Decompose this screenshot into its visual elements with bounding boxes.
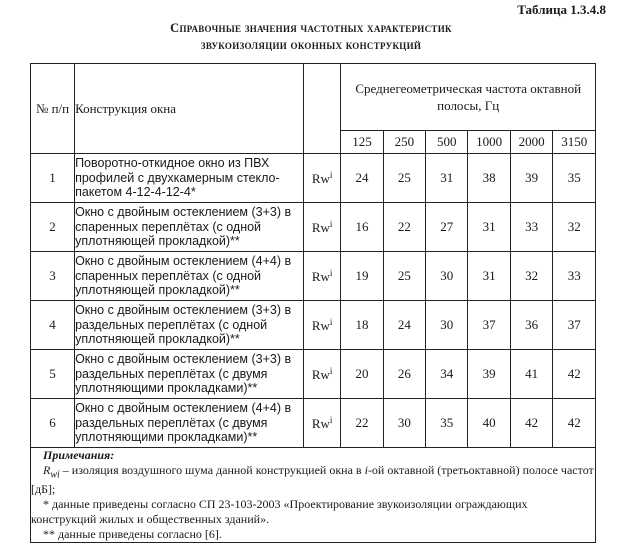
value-cell: 27 [426,203,468,252]
header-num: № п/п [31,64,75,154]
value-cell: 24 [341,154,383,203]
data-table [30,63,596,543]
header-freq: 500 [426,131,468,154]
table-row [31,301,596,350]
rw-cell [303,399,341,448]
value-cell: 39 [468,350,511,399]
value-cell: 22 [341,399,383,448]
header-freq: 1000 [468,131,511,154]
value-cell: 38 [468,154,511,203]
construction-cell: Поворотно-откидное окно из ПВХ профилей с двухкамерным стекло-пакетом 4-12-4-12-4* [75,154,304,203]
value-cell: 25 [383,252,425,301]
value-cell: 30 [426,301,468,350]
rwi-subscript: wi [50,469,60,481]
header-freq: 250 [383,131,425,154]
note-rwi [31,463,595,497]
rw-superscript: i [329,316,333,327]
rw-label: Rw [311,170,330,186]
construction-cell: Окно с двойным остеклением (4+4) в спаренных переплётах (с одной уплотняющей прокладкой)** [75,252,304,301]
value-cell: 18 [341,301,383,350]
value-cell: 35 [426,399,468,448]
rwi-text-a: – изоляция воздушного шума данной конструкцией окна в [59,463,365,477]
value-cell: 25 [383,154,425,203]
rw-cell [303,252,341,301]
header-freq: 125 [341,131,383,154]
rw-superscript: i [329,414,333,425]
rw-superscript: i [329,218,333,229]
value-cell: 19 [341,252,383,301]
note-2: ** данные приведены согласно [6]. [43,527,222,542]
note-1: * данные приведены согласно СП 23-103-2003 «Проектирование звукоизоляции ограждающих конструкций жилых и общественных зданий». [31,497,528,527]
value-cell: 42 [553,350,596,399]
construction-cell: Окно с двойным остеклением (3+3) в раздельных переплётах (с одной уплотняющей прокладкой)** [75,301,304,350]
rw-superscript: i [329,169,333,180]
value-cell: 40 [468,399,511,448]
row-number: 6 [31,399,75,448]
rw-label: Rw [311,415,330,431]
rwi-text-b: -ой октавной (третьоктавной) полосе частот [дБ]; [31,463,594,497]
table-row [31,203,596,252]
value-cell: 31 [426,154,468,203]
table-number: Таблица 1.3.4.8 [517,2,606,17]
rwi-italic-i: i [364,463,368,477]
table-row [31,350,596,399]
header-freq: 3150 [553,131,596,154]
value-cell: 32 [510,252,553,301]
header-frequency-group: Среднегеометрическая частота октавной полосы, Гц [341,64,596,131]
value-cell: 42 [510,399,553,448]
rwi-symbol: R [43,463,51,477]
rw-label: Rw [311,219,330,235]
header-freq: 2000 [510,131,553,154]
header-rw-empty [303,64,341,154]
table-row [31,154,596,203]
row-number: 4 [31,301,75,350]
value-cell: 24 [383,301,425,350]
rw-label: Rw [311,366,330,382]
value-cell: 22 [383,203,425,252]
value-cell: 34 [426,350,468,399]
value-cell: 42 [553,399,596,448]
row-number: 3 [31,252,75,301]
row-number: 1 [31,154,75,203]
value-cell: 16 [341,203,383,252]
rw-cell [303,203,341,252]
value-cell: 30 [426,252,468,301]
value-cell: 32 [553,203,596,252]
construction-cell: Окно с двойным остеклением (3+3) в спаренных переплётах (с одной уплотняющей прокладкой)** [75,203,304,252]
rw-superscript: i [329,365,333,376]
value-cell: 41 [510,350,553,399]
table-title [0,20,622,54]
rw-superscript: i [329,267,333,278]
value-cell: 33 [510,203,553,252]
value-cell: 26 [383,350,425,399]
row-number: 5 [31,350,75,399]
rw-label: Rw [311,317,330,333]
value-cell: 31 [468,252,511,301]
rw-cell [303,350,341,399]
rw-label: Rw [311,268,330,284]
title-line-2: звукоизоляции оконных конструкций [200,38,422,52]
value-cell: 37 [468,301,511,350]
notes-section [31,448,596,543]
header-construction: Конструкция окна [75,64,304,154]
value-cell: 20 [341,350,383,399]
table-row [31,399,596,448]
value-cell: 36 [510,301,553,350]
value-cell: 35 [553,154,596,203]
value-cell: 39 [510,154,553,203]
value-cell: 37 [553,301,596,350]
table-row [31,252,596,301]
title-line-1: Справочные значения частотных характеристик [170,21,452,35]
construction-cell: Окно с двойным остеклением (4+4) в раздельных переплётах (с двумя уплотняющими прокладками)** [75,399,304,448]
rw-cell [303,301,341,350]
value-cell: 33 [553,252,596,301]
notes-title: Примечания: [43,448,115,462]
value-cell: 31 [468,203,511,252]
row-number: 2 [31,203,75,252]
construction-cell: Окно с двойным остеклением (3+3) в раздельных переплётах (с двумя уплотняющими прокладками)** [75,350,304,399]
value-cell: 30 [383,399,425,448]
rw-cell [303,154,341,203]
